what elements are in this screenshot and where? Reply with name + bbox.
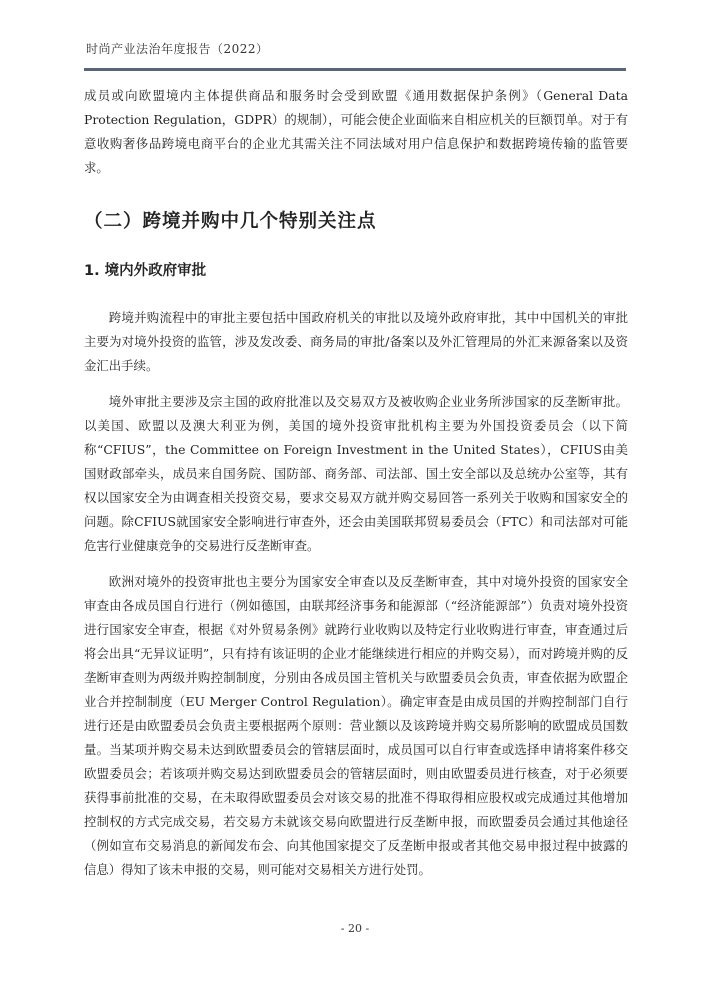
continuation-paragraph: 成员或向欧盟境内主体提供商品和服务时会受到欧盟《通用数据保护条例》（General Data Protection Regulation，GDPR）的规制），可能会使企业面临来自相应机关的巨额罚单。对于有意收购奢侈品跨境电商平台的企业尤其需关注不同法域对用户信息保护和数据跨境传输的监管要求。 bbox=[84, 88, 628, 175]
section-heading: （二）跨境并购中几个特别关注点 bbox=[84, 211, 377, 232]
page-number: - 20 - bbox=[340, 922, 370, 935]
running-header-title: 时尚产业法治年度报告（2022） bbox=[86, 42, 269, 56]
body-content bbox=[84, 84, 628, 882]
paragraph-domestic-approval: 跨境并购流程中的审批主要包括中国政府机关的审批以及境外政府审批，其中中国机关的审批主要为对境外投资的监管，涉及发改委、商务局的审批/备案以及外汇管理局的外汇来源备案以及资金汇出手续。 bbox=[84, 310, 628, 373]
paragraph-eu-review: 欧洲对境外的投资审批也主要分为国家安全审查以及反垄断审查，其中对境外投资的国家安全审查由各成员国自行进行（例如德国，由联邦经济事务和能源部（“经济能源部”）负责对境外投资进行国家安全审查，根据《对外贸易条例》就跨行业收购以及特定行业收购进行审查，审查通过后将会出具“无异议证明”，只有持有该证明的企业才能继续进行相应的并购交易），而对跨境并购的反垄断审查则为两级并购控制制度，分别由各成员国主管机关与欧盟委员会负责，审查依据为欧盟企业合并控制制度（EU Merger Control Regulation）。确定审查是由成员国的并购控制部门自行进行还是由欧盟委员会负责主要根据两个原则：营业额以及该跨境并购交易所影响的欧盟成员国数量。当某项并购交易未达到欧盟委员会的管辖层面时，成员国可以自行审查或选择申请将案件移交欧盟委员会；若该项并购交易达到欧盟委员会的管辖层面时，则由欧盟委员进行核查，对于必须要获得事前批准的交易，在未取得欧盟委员会对该交易的批准不得取得相应股权或完成通过其他增加控制权的方式完成交易，若交易方未就该交易向欧盟进行反垄断申报，而欧盟委员会通过其他途径（例如宣布交易消息的新闻发布会、向其他国家提交了反垄断申报或者其他交易申报过程中披露的信息）得知了该未申报的交易，则可能对交易相关方进行处罚。 bbox=[84, 574, 628, 877]
subsection-heading: 1. 境内外政府审批 bbox=[84, 263, 207, 279]
paragraph-us-review: 境外审批主要涉及宗主国的政府批准以及交易双方及被收购企业业务所涉国家的反垄断审批。以美国、欧盟以及澳大利亚为例，美国的境外投资审批机构主要为外国投资委员会（以下简称“CFIUS”，the Committee on Foreign Investment in the United States），CFIUS由美国财政部牵头，成员来自国务院、国防部、商务部、司法部、国土安全部以及总统办公室等，其有权以国家安全为由调查相关投资交易，要求交易双方就并购交易回答一系列关于收购和国家安全的问题。除CFIUS就国家安全影响进行审查外，还会由美国联邦贸易委员会（FTC）和司法部对可能危害行业健康竞争的交易进行反垄断审查。 bbox=[84, 394, 628, 553]
header-divider bbox=[84, 68, 626, 71]
